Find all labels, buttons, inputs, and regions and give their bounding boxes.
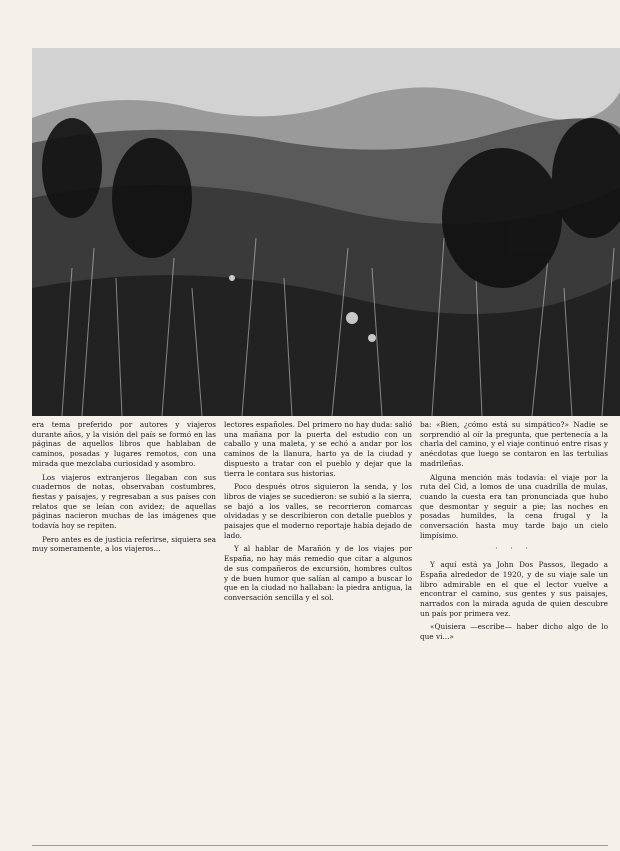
article-column-3 [420,420,608,838]
section-separator: · · · [495,544,533,554]
landscape-photo [32,48,620,416]
article-column-1 [32,420,216,838]
paragraph: lectores españoles. Del primero no hay duda: salió una mañana por la puerta del estudio con un caballo y una maleta, y se echó a andar por los caminos de la llanura, harto ya de la ciudad y dispuesto a tratar con el pueblo y dejar que la tierra le contara sus historias. [224,420,412,478]
paragraph: Poco después otros siguieron la senda, y los libros de viajes se sucedieron: se subió a la sierra, se bajó a los valles, se recorrieron comarcas olvidadas y se describieron con detalle pueblos y paisajes que el moderno reportaje había dejado de lado. [224,482,412,540]
paragraph: era tema preferido por autores y viajeros durante años, y la visión del país se formó en las páginas de aquellos libros que hablaban de caminos, posadas y lugares remotos, con una mirada que mezclaba curiosidad y asombro. [32,420,216,468]
article-column-2 [224,420,412,838]
paragraph: Los viajeros extranjeros llegaban con sus cuadernos de notas, observaban costumbres, fiestas y paisajes, y regresaban a sus países con relatos que se leían con avidez; de aquellas páginas nacieron muchas de las imágenes que todavía hoy se repiten. [32,472,216,531]
paragraph: Y aquí está ya John Dos Passos, llegado a España alrededor de 1920, y de su viaje sale un libro admirable en el que el lector vuelve a encontrar el camino, sus gentes y sus paisajes, narrados con la mirada aguda de quien descubre un país por primera vez. [420,560,608,618]
landscape-illustration [32,48,620,416]
paragraph: ba: «Bien, ¿cómo está su simpático?» Nadie se sorprendió al oír la pregunta, que pertenecía a la charla del camino, y el viaje continuó entre risas y anécdotas que luego se contaron en las tertulias madrileñas. [420,420,608,468]
article-body [32,420,608,838]
paragraph: Pero antes es de justicia referirse, siquiera sea muy someramente, a los viajeros... [32,534,216,554]
paragraph: «Quisiera —escribe— haber dicho algo de lo que vi...» [420,622,608,642]
paragraph: Alguna mención más todavía: el viaje por la ruta del Cid, a lomos de una cuadrilla de mulas, cuando la cuesta era tan pronunciada que hubo que desmontar y seguir a pie; las noches en posadas humildes, la cena frugal y la conversación hasta muy tarde bajo un cielo limpísimo. [420,472,608,540]
paragraph: Y al hablar de Marañón y de los viajes por España, no hay más remedio que citar a algunos de sus compañeros de excursión, hombres cultos y de buen humor que salían al campo a buscar lo que en la ciudad no hallaban: la piedra antigua, la conversación sencilla y el sol. [224,544,412,602]
page-divider [32,845,608,846]
